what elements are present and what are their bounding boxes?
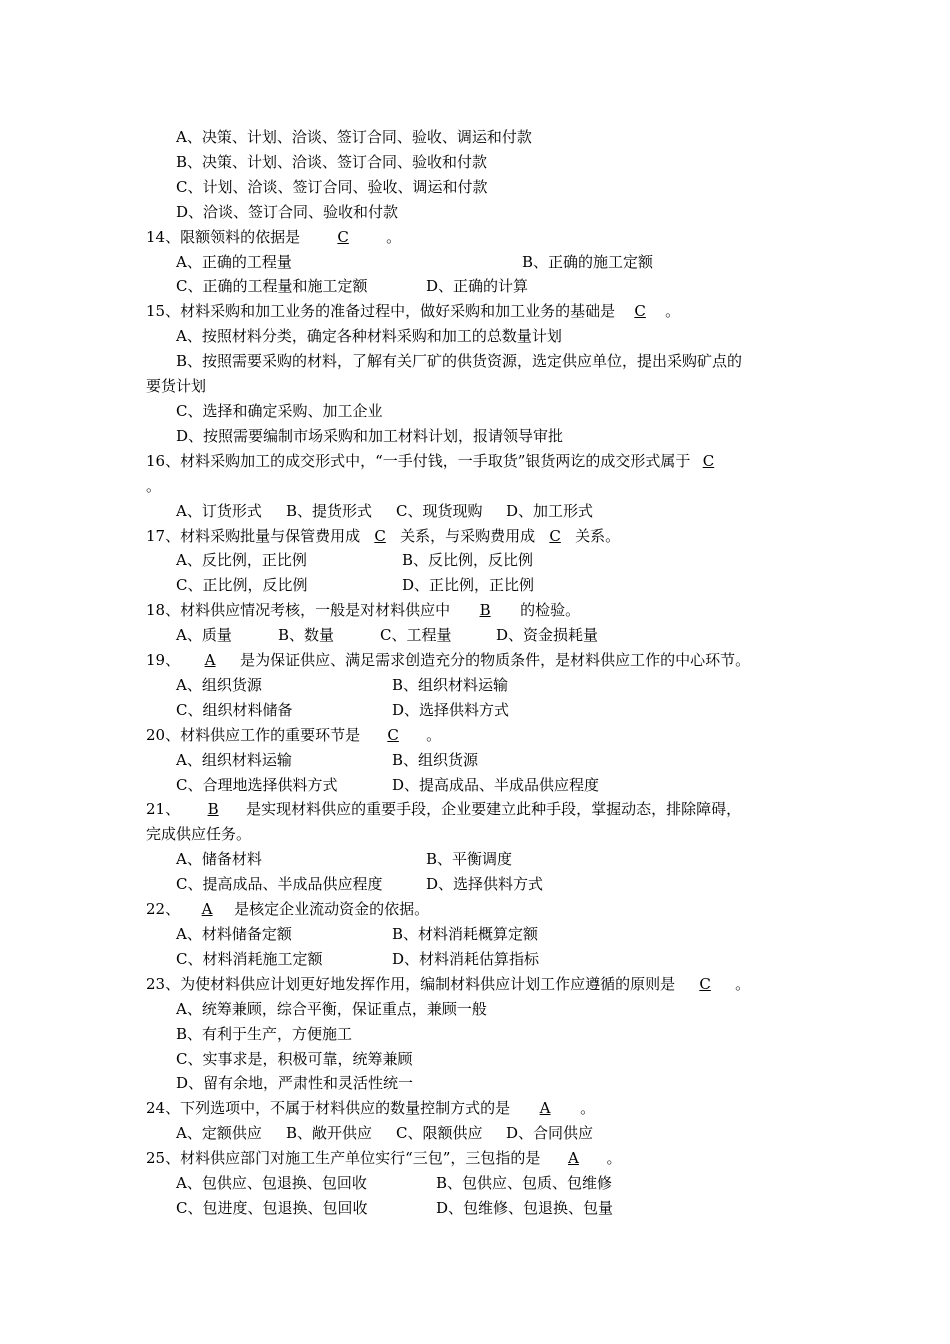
option-text: D、按照需要编制市场采购和加工材料计划，报请领导审批 <box>176 426 564 445</box>
option-line <box>146 773 810 798</box>
question-line <box>146 449 810 474</box>
option-line <box>146 175 810 200</box>
option-text: B、组织材料运输 <box>392 675 509 694</box>
option-text: B、按照需要采购的材料，了解有关厂矿的供货资源，选定供应单位，提出采购矿点的 <box>176 352 743 371</box>
question-text: 。 <box>386 227 402 246</box>
question-line <box>146 648 810 673</box>
option-text: C、材料消耗施工定额 <box>176 949 323 968</box>
option-text: B、正确的施工定额 <box>522 252 654 271</box>
option-text: A、组织货源 <box>176 675 262 694</box>
question-text: 。 <box>426 725 442 744</box>
question-text: 20、材料供应工作的重要环节是 <box>146 725 361 744</box>
question-text: 是核定企业流动资金的依据。 <box>234 900 430 919</box>
option-text: B、组织货源 <box>392 750 479 769</box>
option-text: B、有利于生产，方便施工 <box>176 1024 353 1043</box>
question-text: 的检验。 <box>520 601 581 620</box>
option-text: B、包供应、包质、包维修 <box>436 1174 613 1193</box>
question-text: 22、 <box>146 900 181 919</box>
answer-blank: B <box>207 800 219 819</box>
answer-blank: C <box>634 302 646 321</box>
option-text: A、反比例，正比例 <box>176 551 307 570</box>
option-text: C、计划、洽谈、签订合同、验收、调运和付款 <box>176 177 488 196</box>
question-line <box>146 1146 810 1171</box>
option-text: A、统筹兼顾，综合平衡，保证重点，兼顾一般 <box>176 999 487 1018</box>
answer-blank: C <box>374 526 386 545</box>
option-text: C、包进度、包退换、包回收 <box>176 1198 368 1217</box>
option-text: C、组织材料储备 <box>176 700 293 719</box>
option-line <box>146 1171 810 1196</box>
option-text: A、组织材料运输 <box>176 750 292 769</box>
option-text: A、定额供应 <box>176 1124 262 1143</box>
option-text: D、洽谈、签订合同、验收和付款 <box>176 202 399 221</box>
option-line <box>146 673 810 698</box>
option-line <box>146 399 810 424</box>
option-text: D、提高成品、半成品供应程度 <box>392 775 600 794</box>
option-text: D、材料消耗估算指标 <box>392 949 540 968</box>
option-text: B、提货形式 <box>286 501 373 520</box>
option-text: A、决策、计划、洽谈、签订合同、验收、调运和付款 <box>176 128 532 146</box>
option-text: A、质量 <box>176 626 232 645</box>
answer-blank: C <box>337 227 349 246</box>
question-text: 21、 <box>146 800 181 819</box>
option-text: D、正确的计算 <box>426 277 529 296</box>
question-text: 。 <box>665 302 681 321</box>
option-text: D、正比例，正比例 <box>402 576 535 595</box>
option-line <box>146 499 810 524</box>
question-line <box>146 374 810 399</box>
answer-blank: C <box>699 974 711 993</box>
question-text: 16、材料采购加工的成交形式中，“一手付钱，一手取货”银货两讫的成交形式属于 <box>146 451 691 470</box>
answer-blank: C <box>702 451 715 470</box>
option-line <box>146 1047 810 1072</box>
question-text: 25、材料供应部门对施工生产单位实行“三包”，三包指的是 <box>146 1149 541 1168</box>
option-text: D、合同供应 <box>506 1124 594 1143</box>
option-line <box>146 349 810 374</box>
option-text: B、决策、计划、洽谈、签订合同、验收和付款 <box>176 152 488 171</box>
question-text: 完成供应任务。 <box>146 825 252 844</box>
question-text: 是实现材料供应的重要手段，企业要建立此种手段，掌握动态，排除障碍， <box>246 800 742 819</box>
option-line <box>146 872 810 897</box>
option-line <box>146 922 810 947</box>
option-line <box>146 125 810 150</box>
option-text: B、材料消耗概算定额 <box>392 925 539 943</box>
option-text: D、资金损耗量 <box>496 626 599 645</box>
question-text: 。 <box>735 974 751 993</box>
question-text: 24、下列选项中，不属于材料供应的数量控制方式的是 <box>146 1099 511 1118</box>
option-text: A、包供应、包退换、包回收 <box>176 1174 367 1193</box>
option-line <box>146 424 810 449</box>
question-text: 14、限额领料的依据是 <box>146 227 301 246</box>
option-text: B、数量 <box>278 626 335 645</box>
question-line <box>146 225 810 250</box>
question-line <box>146 822 810 847</box>
question-text: 关系，与采购费用成 <box>400 526 536 545</box>
option-line <box>146 698 810 723</box>
option-line <box>146 847 810 872</box>
option-text: D、选择供料方式 <box>426 875 544 894</box>
option-text: A、按照材料分类，确定各种材料采购和加工的总数量计划 <box>176 327 562 346</box>
answer-blank: A <box>568 1149 579 1168</box>
option-line <box>146 1121 810 1146</box>
question-text: 是为保证供应、满足需求创造充分的物质条件，是材料供应工作的中心环节。 <box>240 651 751 670</box>
question-line <box>146 897 810 922</box>
option-text: D、留有余地，严肃性和灵活性统一 <box>176 1074 414 1093</box>
option-line <box>146 748 810 773</box>
question-line <box>146 524 810 549</box>
option-line <box>146 997 810 1022</box>
option-line <box>146 274 810 299</box>
question-text: 要货计划 <box>146 377 207 396</box>
question-text: 23、为使材料供应计划更好地发挥作用，编制材料供应计划工作应遵循的原则是 <box>146 974 676 993</box>
question-line <box>146 598 810 623</box>
answer-blank: C <box>549 526 561 545</box>
option-line <box>146 947 810 972</box>
option-text: C、限额供应 <box>396 1124 483 1143</box>
question-text: 19、 <box>146 651 181 670</box>
question-line <box>146 474 810 499</box>
question-text: 17、材料采购批量与保管费用成 <box>146 526 361 545</box>
option-text: A、正确的工程量 <box>176 252 292 271</box>
option-text: C、工程量 <box>380 626 452 645</box>
option-line <box>146 200 810 225</box>
option-text: B、平衡调度 <box>426 850 513 869</box>
question-line <box>146 299 810 324</box>
option-text: C、合理地选择供料方式 <box>176 775 338 794</box>
question-text: 。 <box>146 476 162 495</box>
option-text: A、材料储备定额 <box>176 925 292 943</box>
option-line <box>146 150 810 175</box>
option-text: C、正确的工程量和施工定额 <box>176 277 368 296</box>
question-text: 。 <box>580 1099 596 1118</box>
option-text: D、选择供料方式 <box>392 700 510 719</box>
question-line <box>146 723 810 748</box>
answer-blank: A <box>539 1099 551 1118</box>
option-text: B、敞开供应 <box>286 1124 373 1143</box>
option-text: D、包维修、包退换、包量 <box>436 1198 614 1217</box>
question-text: 。 <box>606 1149 622 1168</box>
option-line <box>146 1196 810 1221</box>
question-line <box>146 972 810 997</box>
option-line <box>146 1022 810 1047</box>
answer-blank: C <box>387 725 399 744</box>
option-text: C、现货现购 <box>396 501 483 520</box>
option-text: C、正比例，反比例 <box>176 576 308 595</box>
option-text: B、反比例，反比例 <box>402 551 534 570</box>
option-line <box>146 250 810 275</box>
question-text: 18、材料供应情况考核，一般是对材料供应中 <box>146 601 451 620</box>
answer-blank: A <box>201 900 213 919</box>
answer-blank: B <box>479 601 491 620</box>
option-line <box>146 623 810 648</box>
option-line <box>146 573 810 598</box>
option-text: A、储备材料 <box>176 850 262 869</box>
question-text: 15、材料采购和加工业务的准备过程中，做好采购和加工业务的基础是 <box>146 302 616 321</box>
option-text: C、提高成品、半成品供应程度 <box>176 875 383 894</box>
option-text: D、加工形式 <box>506 501 594 520</box>
question-line <box>146 797 810 822</box>
option-line <box>146 548 810 573</box>
option-line <box>146 1071 810 1096</box>
question-line <box>146 1096 810 1121</box>
option-text: C、选择和确定采购、加工企业 <box>176 401 383 420</box>
option-text: A、订货形式 <box>176 501 262 520</box>
answer-blank: A <box>204 651 216 670</box>
option-line <box>146 324 810 349</box>
question-text: 关系。 <box>575 526 621 545</box>
option-text: C、实事求是，积极可靠，统筹兼顾 <box>176 1049 413 1068</box>
